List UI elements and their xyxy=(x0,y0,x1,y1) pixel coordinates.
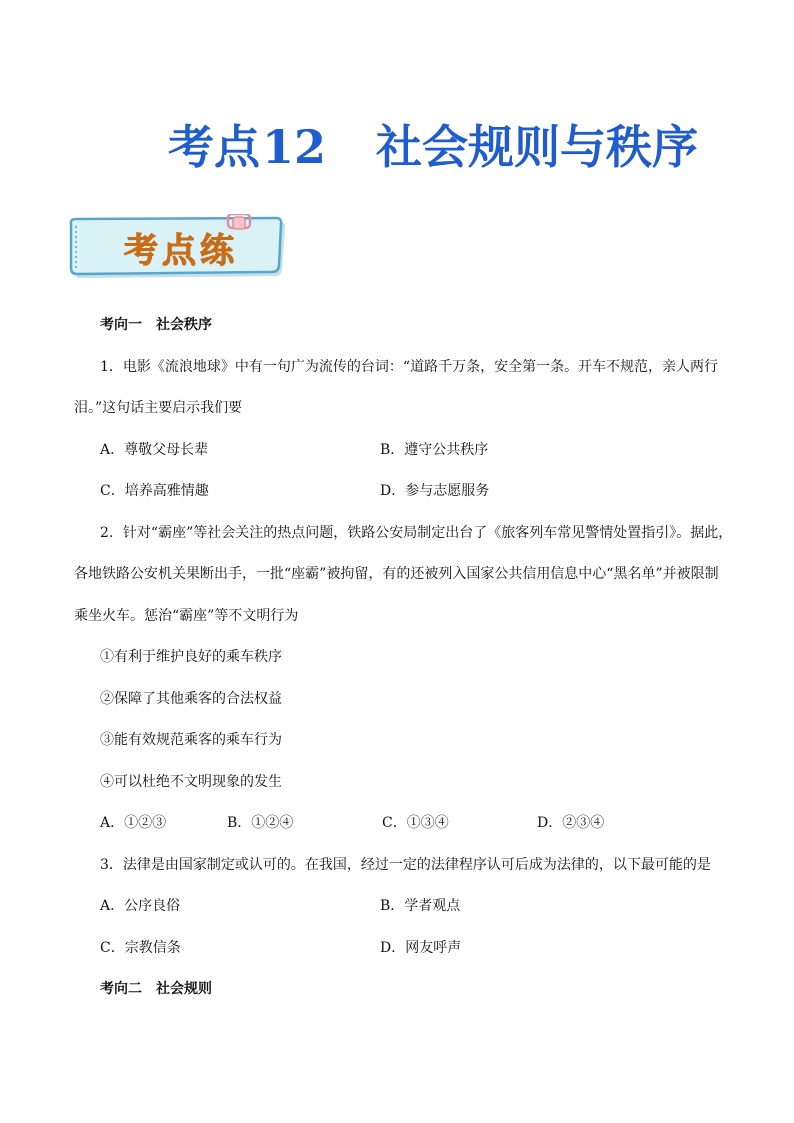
question-1-option-b: B．遵守公共秩序 xyxy=(380,441,489,458)
question-2-option-c: C．①③④ xyxy=(382,815,449,831)
question-2-option-a: A．①②③ xyxy=(100,815,167,831)
section-banner xyxy=(68,214,290,282)
question-1-options-row-1 xyxy=(100,430,722,472)
question-2-stem-line-3: 乘坐火车。惩治“霸座”等不文明行为 xyxy=(74,607,299,624)
question-2-statement-3: ③能有效规范乘客的乘车行为 xyxy=(100,732,282,748)
question-1-option-c: C．培养高雅情趣 xyxy=(100,483,209,499)
question-2-statement-4: ④可以杜绝不文明现象的发生 xyxy=(100,773,282,790)
question-2-statement-1: ①有利于维护良好的乘车秩序 xyxy=(100,649,282,665)
banner-label: 考点练 xyxy=(124,231,238,271)
page-title xyxy=(168,117,724,177)
title-number: 12 xyxy=(262,120,327,174)
question-2-option-d: D．②③④ xyxy=(537,815,605,831)
question-3-option-d: D．网友呼声 xyxy=(380,939,462,956)
section-heading: 考向二 社会规则 xyxy=(100,981,212,997)
question-1-options-row-2 xyxy=(100,471,722,513)
question-1-stem-line-2: 泪。”这句话主要启示我们要 xyxy=(74,400,243,416)
exercise-content xyxy=(74,305,733,1011)
section-heading: 考向一 社会秩序 xyxy=(100,317,212,333)
question-1-option-d: D．参与志愿服务 xyxy=(380,483,490,499)
question-2-option-b: B．①②④ xyxy=(227,815,294,831)
question-2-stem-line-1: 2．针对“霸座”等社会关注的热点问题，铁路公安局制定出台了《旅客列车常见警情处置指引》。据此， xyxy=(100,524,733,541)
question-3-options-row-2 xyxy=(100,928,722,970)
title-text: 社会规则与秩序 xyxy=(376,120,699,174)
question-1-stem-line-1: 1．电影《流浪地球》中有一句广为流传的台词：“道路千万条，安全第一条。开车不规范，亲人两行 xyxy=(100,358,719,375)
question-2-options-row xyxy=(100,803,722,845)
question-1-option-a: A．尊敬父母长辈 xyxy=(100,441,209,458)
title-prefix: 考点 xyxy=(168,120,260,174)
question-3-option-c: C．宗教信条 xyxy=(100,939,181,956)
question-2-stem-line-2: 各地铁路公安机关果断出手，一批“座霸”被拘留，有的还被列入国家公共信用信息中心“黑名单”并被限制 xyxy=(74,566,719,582)
question-3-option-b: B．学者观点 xyxy=(380,898,461,914)
question-3-option-a: A．公序良俗 xyxy=(100,898,181,914)
question-3-options-row-1 xyxy=(100,886,722,928)
question-3-stem-line-1: 3．法律是由国家制定或认可的。在我国，经过一定的法律程序认可后成为法律的，以下最可能的是 xyxy=(100,856,711,873)
question-2-statement-2: ②保障了其他乘客的合法权益 xyxy=(100,690,282,707)
